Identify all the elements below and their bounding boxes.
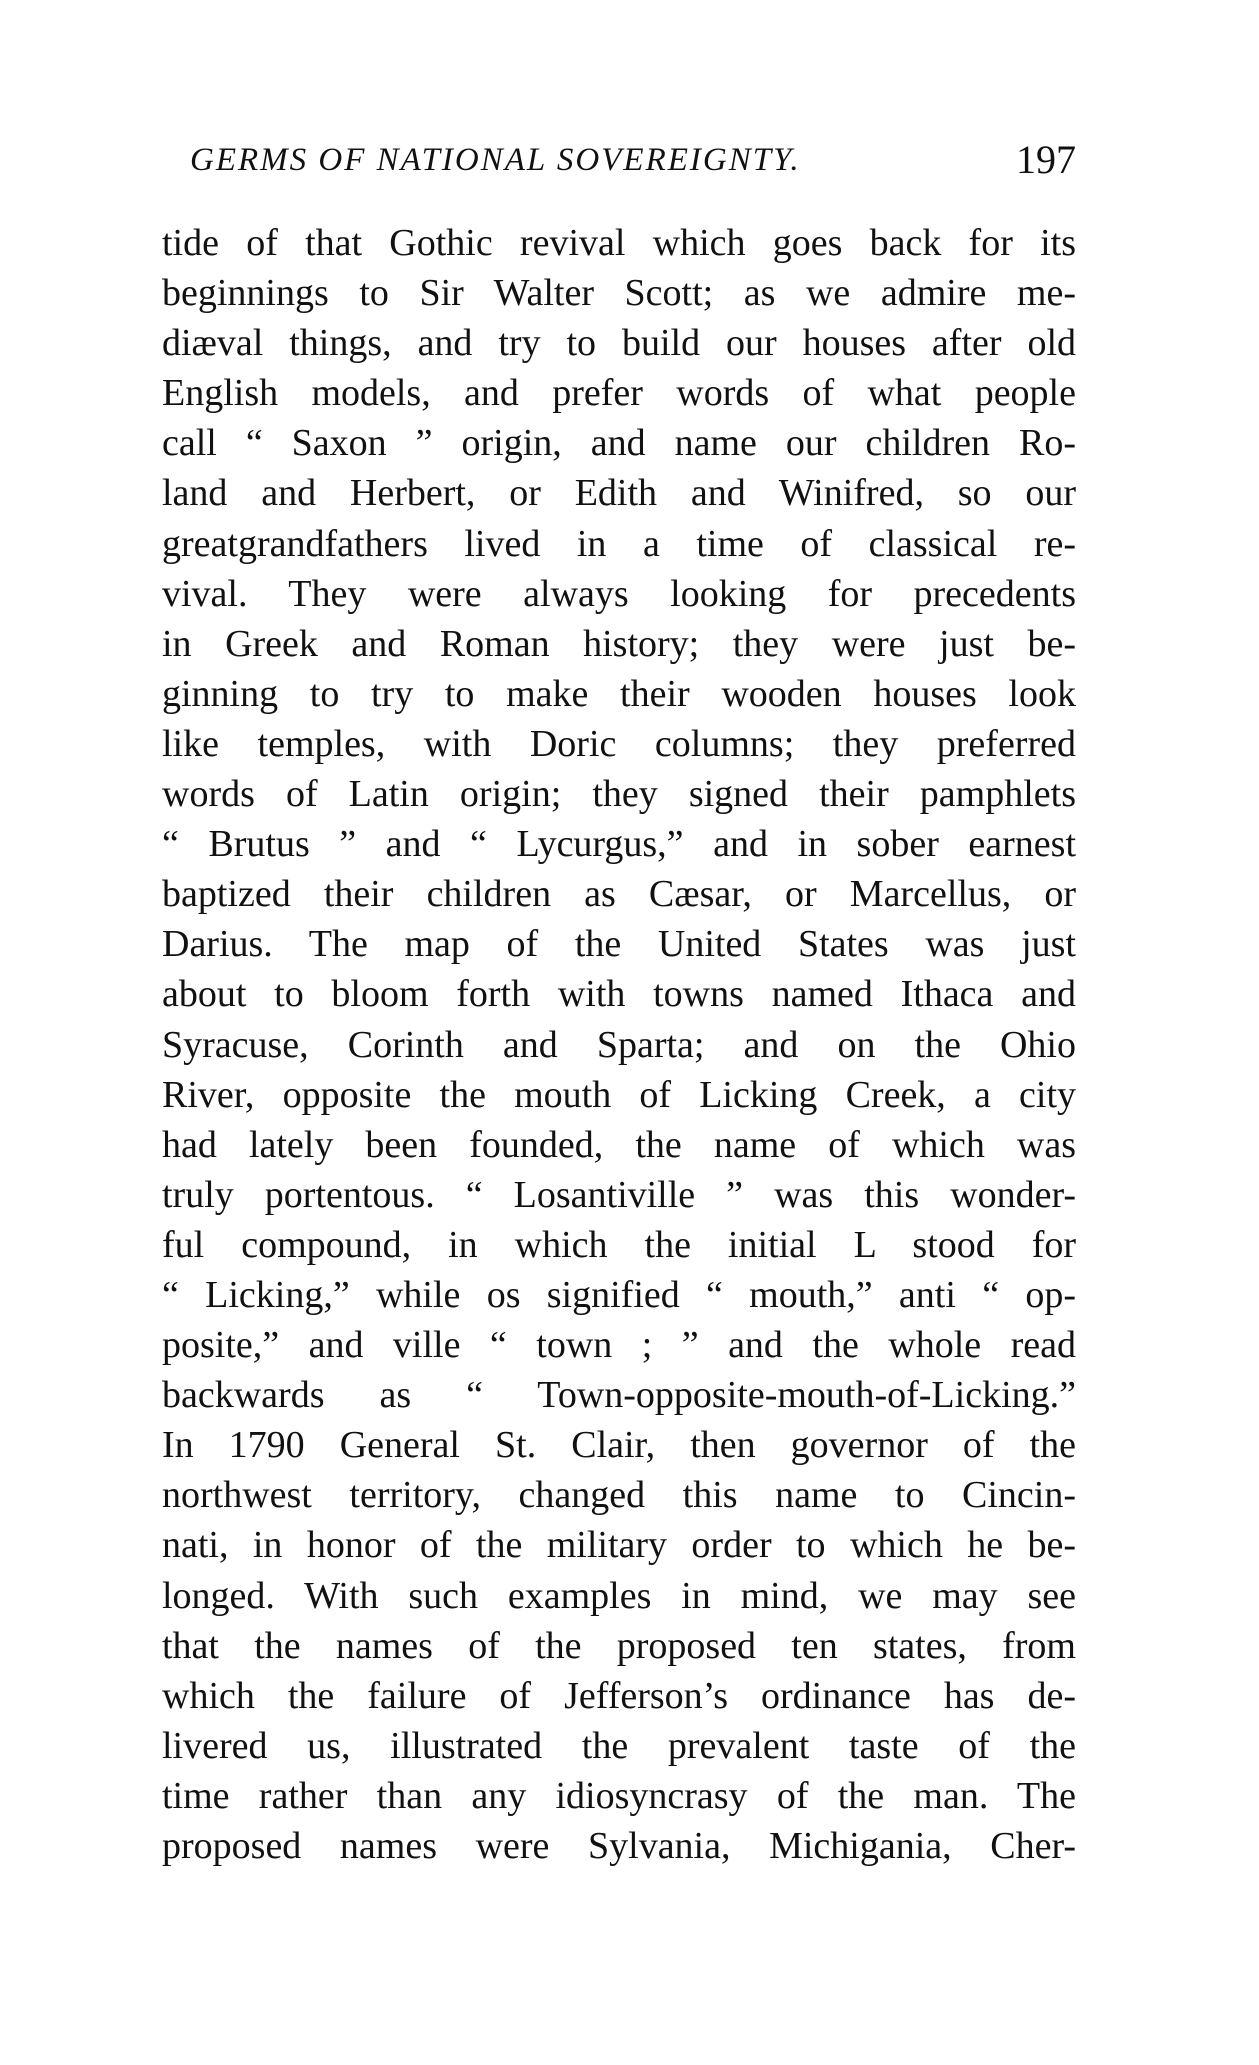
text-line: ginning to try to make their wooden houses look <box>162 672 1076 715</box>
text-line: “ Brutus ” and “ Lycurgus,” and in sober earnest <box>162 823 1076 866</box>
running-header <box>190 137 1076 188</box>
page-number: 197 <box>1016 137 1076 182</box>
text-line: vival. They were always looking for precedents <box>162 572 1076 615</box>
text-line: English models, and prefer words of what people <box>162 372 1076 415</box>
text-line: like temples, with Doric columns; they preferred <box>162 722 1076 765</box>
text-line: proposed names were Sylvania, Michigania, Cher- <box>162 1825 1076 1867</box>
text-line: in Greek and Roman history; they were just be- <box>162 622 1076 665</box>
text-line: greatgrandfathers lived in a time of classical re- <box>162 522 1076 565</box>
text-line: that the names of the proposed ten states, from <box>162 1624 1076 1667</box>
text-line: baptized their children as Cæsar, or Marcellus, or <box>162 873 1076 916</box>
text-line: about to bloom forth with towns named Ithaca and <box>162 973 1076 1016</box>
text-line: “ Licking,” while os signified “ mouth,” anti “ op- <box>162 1273 1076 1316</box>
text-line: nati, in honor of the military order to which he be- <box>162 1524 1076 1567</box>
text-line: backwards as “ Town-opposite-mouth-of-Licking.” <box>162 1374 1076 1417</box>
text-line: diæval things, and try to build our houses after old <box>162 322 1076 365</box>
body-text <box>162 218 1076 1871</box>
text-line: ful compound, in which the initial L stood for <box>162 1223 1076 1266</box>
text-line: Syracuse, Corinth and Sparta; and on the Ohio <box>162 1023 1076 1066</box>
text-line: Darius. The map of the United States was just <box>162 923 1076 966</box>
text-line: posite,” and ville “ town ; ” and the whole read <box>162 1324 1076 1367</box>
text-line: northwest territory, changed this name to Cincin- <box>162 1474 1076 1517</box>
text-line: truly portentous. “ Losantiville ” was this wonder- <box>162 1173 1076 1216</box>
text-line: longed. With such examples in mind, we may see <box>162 1574 1076 1617</box>
text-line: time rather than any idiosyncrasy of the man. The <box>162 1774 1076 1817</box>
text-line: call “ Saxon ” origin, and name our children Ro- <box>162 422 1076 465</box>
text-line: livered us, illustrated the prevalent taste of the <box>162 1724 1076 1767</box>
text-line: beginnings to Sir Walter Scott; as we admire me- <box>162 272 1076 315</box>
text-line: River, opposite the mouth of Licking Creek, a city <box>162 1073 1076 1116</box>
text-line: tide of that Gothic revival which goes back for its <box>162 222 1076 264</box>
text-line: land and Herbert, or Edith and Winifred, so our <box>162 472 1076 515</box>
text-line: had lately been founded, the name of which was <box>162 1123 1076 1166</box>
text-line: In 1790 General St. Clair, then governor of the <box>162 1424 1076 1467</box>
running-title: GERMS OF NATIONAL SOVEREIGNTY. <box>190 142 801 178</box>
text-line: words of Latin origin; they signed their pamphlets <box>162 773 1076 816</box>
text-line: which the failure of Jefferson’s ordinance has de- <box>162 1674 1076 1717</box>
